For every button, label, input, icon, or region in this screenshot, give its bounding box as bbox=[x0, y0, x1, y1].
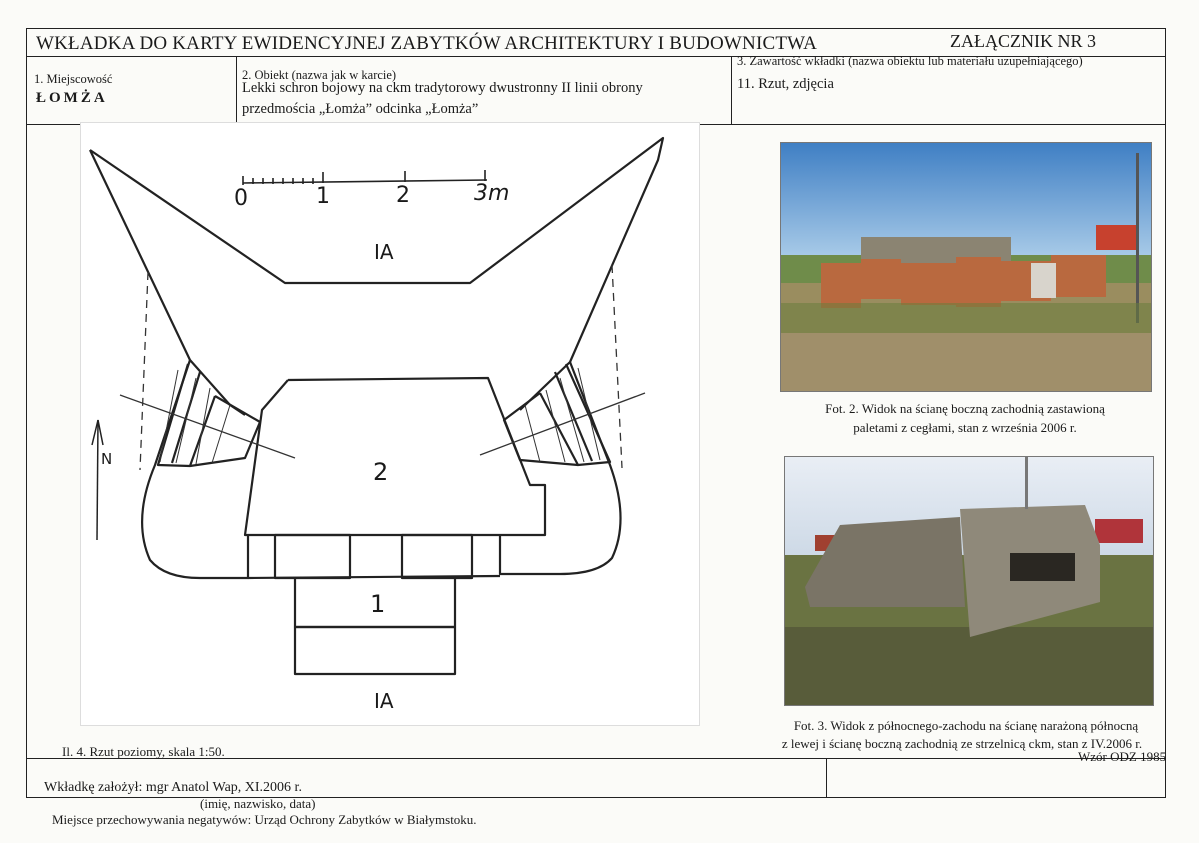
object-label: 2. Obiekt (nazwa jak w karcie) bbox=[242, 68, 397, 82]
photo-3-caption-line2: z lewej i ścianę boczną zachodnią ze strzelnicą ckm, stan z IV.2006 r. bbox=[781, 736, 1143, 751]
photo-3-caption-line1: Fot. 3. Widok z północnego-zachodu na ścianę narażoną północną bbox=[793, 718, 1139, 733]
room-2-label: 2 bbox=[373, 458, 389, 486]
photo-2 bbox=[780, 142, 1152, 392]
scale-label-0: 0 bbox=[234, 186, 248, 211]
founder-hint: (imię, nazwisko, data) bbox=[200, 796, 316, 811]
object-value-line2: przedmościa „Łomża” odcinka „Łomża” bbox=[242, 101, 479, 117]
photo-2-caption-line2: paletami z cegłami, stan z września 2006 r. bbox=[853, 420, 1077, 435]
room-1-label: 1 bbox=[370, 590, 386, 618]
founder: Wkładkę założył: mgr Anatol Wap, XI.2006 r. bbox=[44, 780, 302, 795]
scale-label-2: 2 bbox=[396, 183, 410, 208]
object-value-line1: Lekki schron bojowy na ckm tradytorowy dwustronny II linii obrony bbox=[242, 80, 643, 96]
section-mark-top: IA bbox=[374, 240, 394, 264]
locality-label: 1. Miejscowość bbox=[34, 72, 113, 86]
scale-label-1: 1 bbox=[316, 184, 330, 209]
plan-caption: Il. 4. Rzut poziomy, skala 1:50. bbox=[62, 744, 225, 759]
locality-value: ŁOMŻA bbox=[36, 90, 108, 106]
form-model: Wzór ODZ 1985 bbox=[1078, 749, 1167, 764]
content-value: 11. Rzut, zdjęcia bbox=[737, 76, 834, 92]
photo-2-image bbox=[781, 143, 1151, 391]
scale-bar bbox=[243, 170, 487, 185]
photo-3 bbox=[784, 456, 1154, 706]
north-label: N bbox=[101, 450, 113, 468]
negatives-location: Miejsce przechowywania negatywów: Urząd Ochrony Zabytków w Białymstoku. bbox=[52, 812, 477, 827]
section-mark-bottom: IA bbox=[374, 689, 394, 713]
photo-2-caption-line1: Fot. 2. Widok na ścianę boczną zachodnią zastawioną bbox=[825, 401, 1105, 416]
embrasure-hatching bbox=[160, 368, 600, 464]
content-label: 3. Zawartość wkładki (nazwa obiektu lub materiału uzupełniającego) bbox=[737, 54, 1083, 68]
photo-3-image bbox=[785, 457, 1153, 705]
annex-number: ZAŁĄCZNIK NR 3 bbox=[950, 31, 1096, 51]
scale-label-3m: 3m bbox=[474, 181, 510, 206]
north-arrow bbox=[92, 420, 103, 540]
form-title: WKŁADKA DO KARTY EWIDENCYJNEJ ZABYTKÓW ARCHITEKTURY I BUDOWNICTWA bbox=[36, 33, 818, 54]
